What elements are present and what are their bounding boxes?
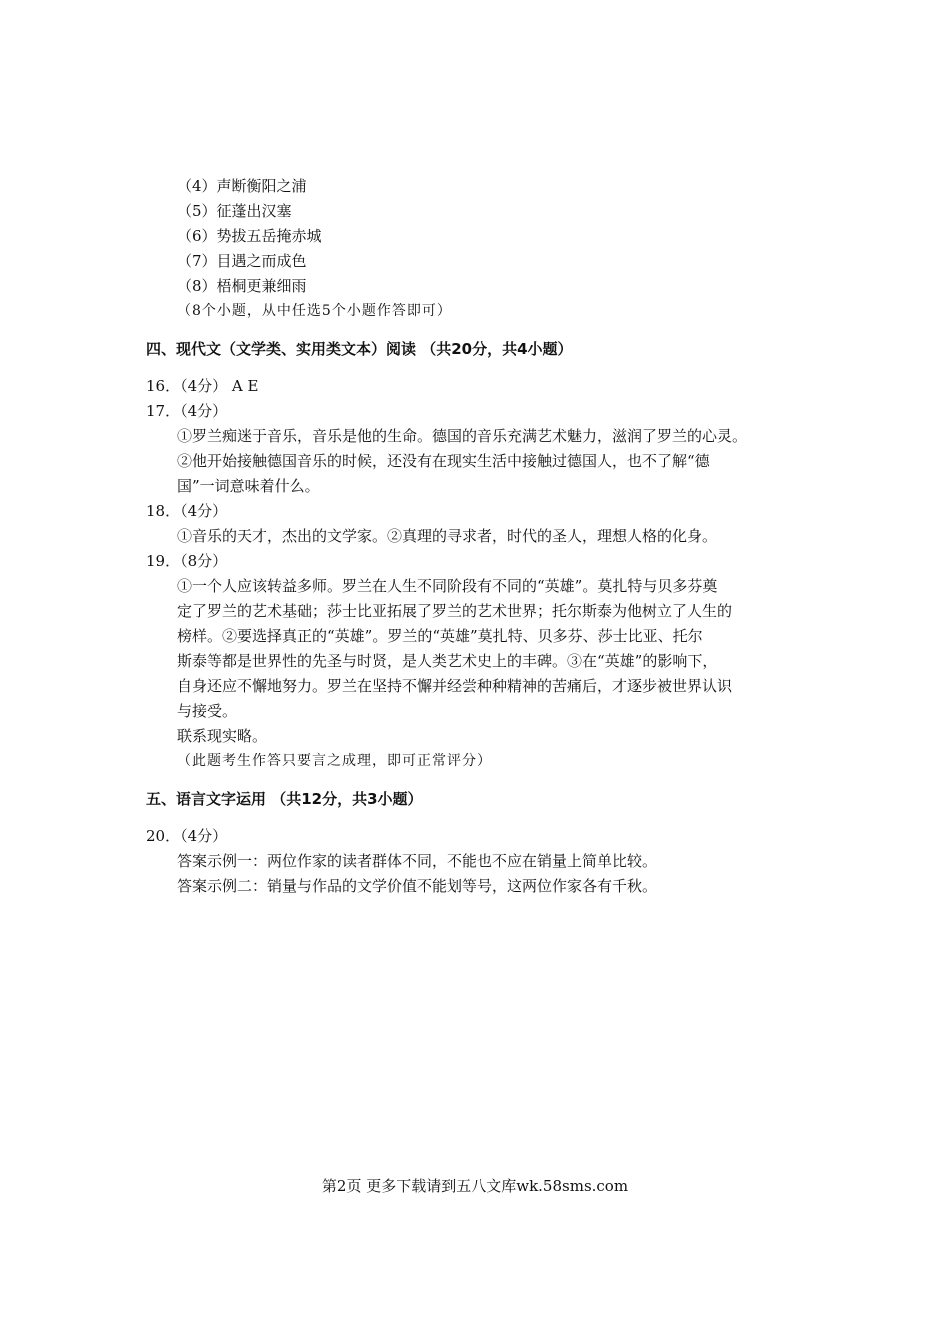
poem-answer-8: （8）梧桐更兼细雨 xyxy=(177,277,307,295)
q19-line-3: 榜样。②要选择真正的“英雄”。罗兰的“英雄”莫扎特、贝多芬、莎士比亚、托尔 xyxy=(177,627,703,645)
q19-note: （此题考生作答只要言之成理，即可正常评分） xyxy=(177,753,492,769)
q19-line-1: ①一个人应该转益多师。罗兰在人生不同阶段有不同的“英雄”。莫扎特与贝多芬奠 xyxy=(177,577,718,595)
q16-answer: 16．（4分） A E xyxy=(146,377,259,395)
q17-line-1: ①罗兰痴迷于音乐，音乐是他的生命。德国的音乐充满艺术魅力，滋润了罗兰的心灵。 xyxy=(177,427,748,445)
q19-line-5: 自身还应不懈地努力。罗兰在坚持不懈并经尝种种精神的苦痛后，才逐步被世界认识 xyxy=(177,677,733,695)
poem-answer-6: （6）势拔五岳掩赤城 xyxy=(177,227,322,245)
q18-heading: 18．（4分） xyxy=(146,502,228,520)
q19-heading: 19．（8分） xyxy=(146,552,228,570)
q19-line-4: 斯泰等都是世界性的先圣与时贤，是人类艺术史上的丰碑。③在“英雄”的影响下， xyxy=(177,652,718,670)
poem-note: （8个小题，从中任选5个小题作答即可） xyxy=(177,303,452,319)
q18-line: ①音乐的天才，杰出的文学家。②真理的寻求者，时代的圣人，理想人格的化身。 xyxy=(177,527,718,545)
q19-line-7: 联系现实略。 xyxy=(177,727,268,745)
q17-heading: 17．（4分） xyxy=(146,402,228,420)
page-footer: 第2页 更多下载请到五八文库wk.58sms.com xyxy=(321,1177,629,1195)
q17-line-2: ②他开始接触德国音乐的时候，还没有在现实生活中接触过德国人，也不了解“德 xyxy=(177,452,710,470)
section-4-heading: 四、现代文（文学类、实用类文本）阅读 （共20分，共4小题） xyxy=(146,340,573,358)
q19-line-6: 与接受。 xyxy=(177,702,238,720)
poem-answer-4: （4）声断衡阳之浦 xyxy=(177,177,307,195)
poem-answer-7: （7）目遇之而成色 xyxy=(177,252,307,270)
q20-line-1: 答案示例一：两位作家的读者群体不同，不能也不应在销量上简单比较。 xyxy=(177,852,658,870)
section-5-heading: 五、语言文字运用 （共12分，共3小题） xyxy=(146,790,423,808)
q17-line-3: 国”一词意味着什么。 xyxy=(177,477,320,495)
q19-line-2: 定了罗兰的艺术基础；莎士比亚拓展了罗兰的艺术世界；托尔斯泰为他树立了人生的 xyxy=(177,602,733,620)
poem-answer-5: （5）征蓬出汉塞 xyxy=(177,202,292,220)
q20-heading: 20．（4分） xyxy=(146,827,228,845)
q20-line-2: 答案示例二：销量与作品的文学价值不能划等号，这两位作家各有千秋。 xyxy=(177,877,658,895)
